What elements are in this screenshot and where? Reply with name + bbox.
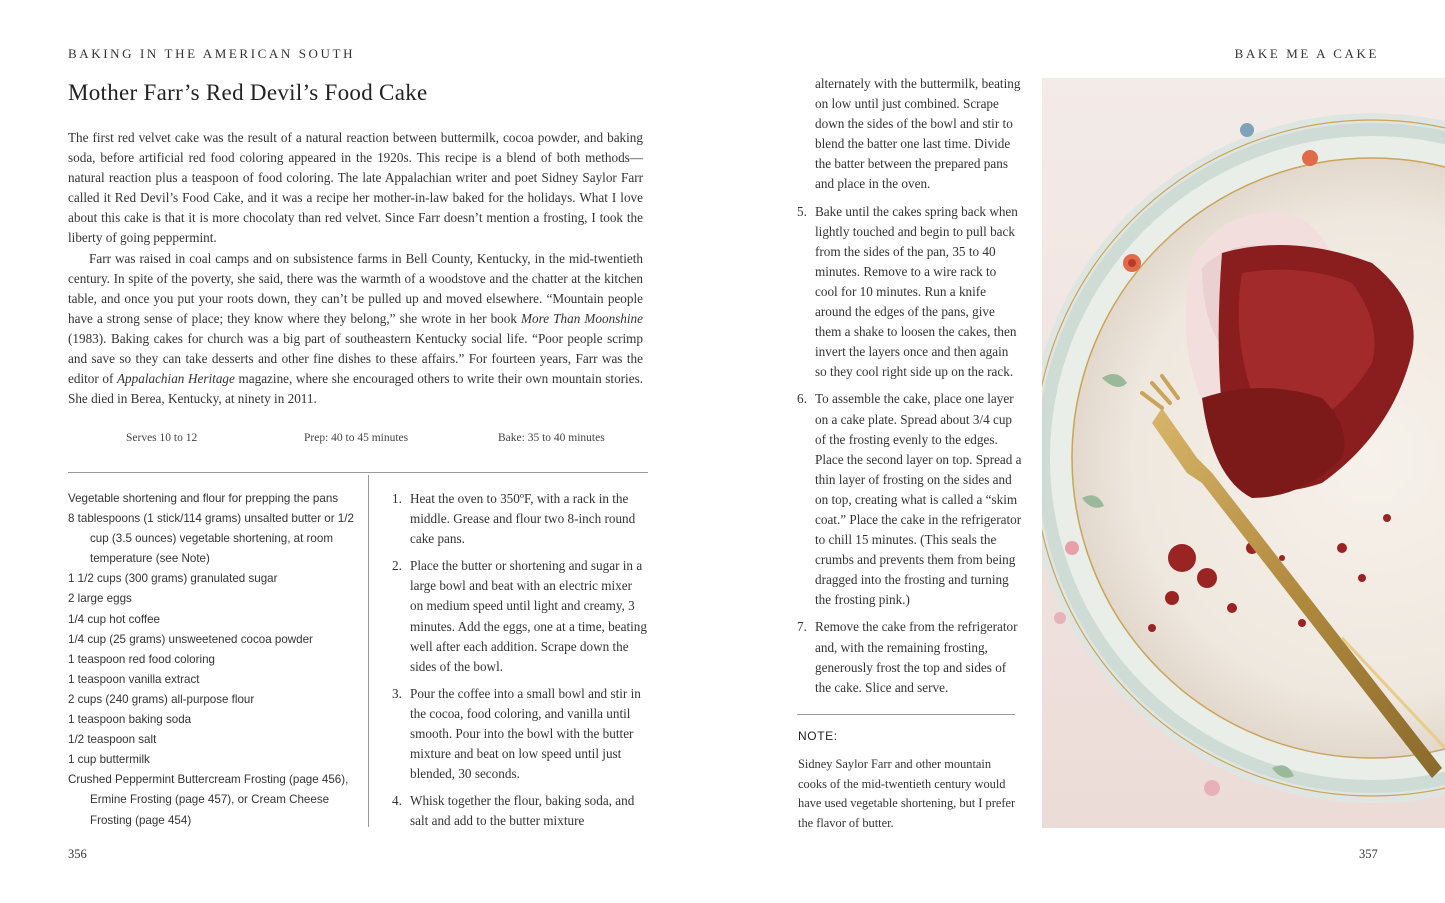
page-number-left: 356 — [68, 847, 87, 861]
running-header-right: BAKE ME A CAKE — [1234, 46, 1379, 61]
step-item: 1. Heat the oven to 350ºF, with a rack in the middle. Grease and flour two 8-inch round cake pans. — [392, 491, 636, 547]
ingredient-item: 8 tablespoons (1 stick/114 grams) unsalted butter or 1/2 cup (3.5 ounces) vegetable shortening, at room temperature (see Note) — [68, 512, 354, 566]
cake-photo — [1042, 78, 1445, 828]
ingredient-item: 2 cups (240 grams) all-purpose flour — [68, 692, 255, 706]
ingredients-list — [68, 489, 358, 831]
page-number-right: 357 — [1359, 847, 1378, 861]
book-title: More Than Moonshine — [521, 310, 643, 326]
bake-time: Bake: 35 to 40 minutes — [498, 432, 605, 444]
intro-paragraph-1: The first red velvet cake was the result of a natural reaction between buttermilk, cocoa powder, and baking soda, before artificial red food coloring appeared in the 1920s. This recipe is a blend of both methods—natural reaction plus a teaspoon of food coloring. The late Appalachian writer and poet Sidney Saylor Farr called it Red Devil’s Food Cake, and it was a recipe her mother-in-law baked for the holidays. What I love about this cake is that it is more chocolaty than red velvet. Since Farr doesn’t mention a frosting, I took the liberty of going peppermint. — [68, 130, 643, 246]
recipe-title: Mother Farr’s Red Devil’s Food Cake — [68, 80, 428, 105]
note-divider — [797, 714, 1015, 715]
step-item: 2. Place the butter or shortening and sugar in a large bowl and beat with an electric mixer on medium speed until light and creamy, 3 minutes. Add the eggs, one at a time, beating well after each addition. Scrape down the sides of the bowl. — [392, 558, 647, 674]
intro-paragraph-2: Farr was raised in coal camps and on subsistence farms in Bell County, Kentucky, in the mid-twentieth century. In spite of the poverty, she said, there was the warmth of a woodstove and the chatter at the kitchen table, and once you put your roots down, they can’t be pulled up and moved elsewhere. “Mountain people have a strong sense of place; they know where they belong,” she wrote in her book More Than Moonshine (1983). Baking cakes for church was a big part of southeastern Kentucky social life. “Poor people scrimp and save so they can take desserts and other fine dishes to these affairs.” For fourteen years, Farr was the editor of Appalachian Heritage magazine, where she encouraged others to write their own mountain stories. She died in Berea, Kentucky, at ninety in 2011. — [68, 250, 644, 407]
step-item: 5. Bake until the cakes spring back when lightly touched and begin to pull back from the sides of the pan, 35 to 40 minutes. Remove to a wire rack to cool for 10 minutes. Run a knife around the edges of the pans, give them a shake to loosen the cakes, then invert the layers once and then again so they cool right side up on the rack. — [797, 203, 1018, 380]
intro-text — [68, 128, 643, 409]
step-item: 7. Remove the cake from the refrigerator and, with the remaining frosting, generously frost the top and sides of the cake. Slice and serve. — [797, 619, 1018, 695]
note-body: Sidney Saylor Farr and other mountain cooks of the mid-twentieth century would have used vegetable shortening, but I prefer the flavor of butter. — [798, 757, 1016, 830]
running-header-left: BAKING IN THE AMERICAN SOUTH — [68, 46, 356, 61]
step-item: 4. Whisk together the flour, baking soda, and salt and add to the butter mixture — [392, 793, 635, 829]
section-divider — [68, 472, 648, 473]
column-divider — [368, 475, 369, 827]
ingredient-item: 1 1/2 cups (300 grams) granulated sugar — [68, 572, 278, 586]
step-item: 6. To assemble the cake, place one layer on a cake plate. Spread about 3/4 cup of the frosting evenly to the edges. Place the second layer on top. Spread a thin layer of frosting on the sides and on top, creating what is called a “skim coat.” Place the cake in the refrigerator to chill 15 minutes. (This seals the crumbs and prevents them from being dragged into the frosting and turning the frosting pink.) — [797, 391, 1022, 608]
serves-info: Serves 10 to 12 — [126, 432, 198, 444]
steps-list-left — [392, 489, 647, 839]
magazine-title: Appalachian Heritage — [116, 371, 235, 387]
cake-on-plate-photo-icon — [1042, 78, 1445, 828]
ingredient-item: 1/2 teaspoon salt — [68, 733, 157, 747]
step-continued: alternately with the buttermilk, beating on low until just combined. Scrape down the sides of the bowl and stir to blend the batter one last time. Divide the batter between the prepared pans and place in the oven. — [815, 76, 1021, 192]
ingredient-item: 1/4 cup (25 grams) unsweetened cocoa powder — [68, 632, 313, 646]
prep-time: Prep: 40 to 45 minutes — [304, 432, 409, 444]
ingredient-item: 1 teaspoon baking soda — [68, 713, 192, 727]
ingredient-item: 1/4 cup hot coffee — [68, 612, 160, 626]
step-item: 3. Pour the coffee into a small bowl and stir in the cocoa, food coloring, and vanilla until smooth. Pour into the bowl with the butter mixture and beat on low speed until just blended, 30 seconds. — [392, 685, 641, 782]
ingredient-item: 1 teaspoon vanilla extract — [68, 672, 200, 686]
ingredient-item: 1 teaspoon red food coloring — [68, 652, 215, 666]
ingredient-item: 1 cup buttermilk — [68, 753, 150, 767]
ingredient-item: Vegetable shortening and flour for prepping the pans — [68, 492, 339, 505]
note-heading: NOTE: — [798, 729, 838, 743]
ingredient-item: 2 large eggs — [68, 592, 132, 606]
steps-list-right — [797, 74, 1022, 705]
ingredient-item: Crushed Peppermint Buttercream Frosting (page 456), Ermine Frosting (page 457), or Cream Cheese Frosting (page 454) — [68, 773, 349, 827]
